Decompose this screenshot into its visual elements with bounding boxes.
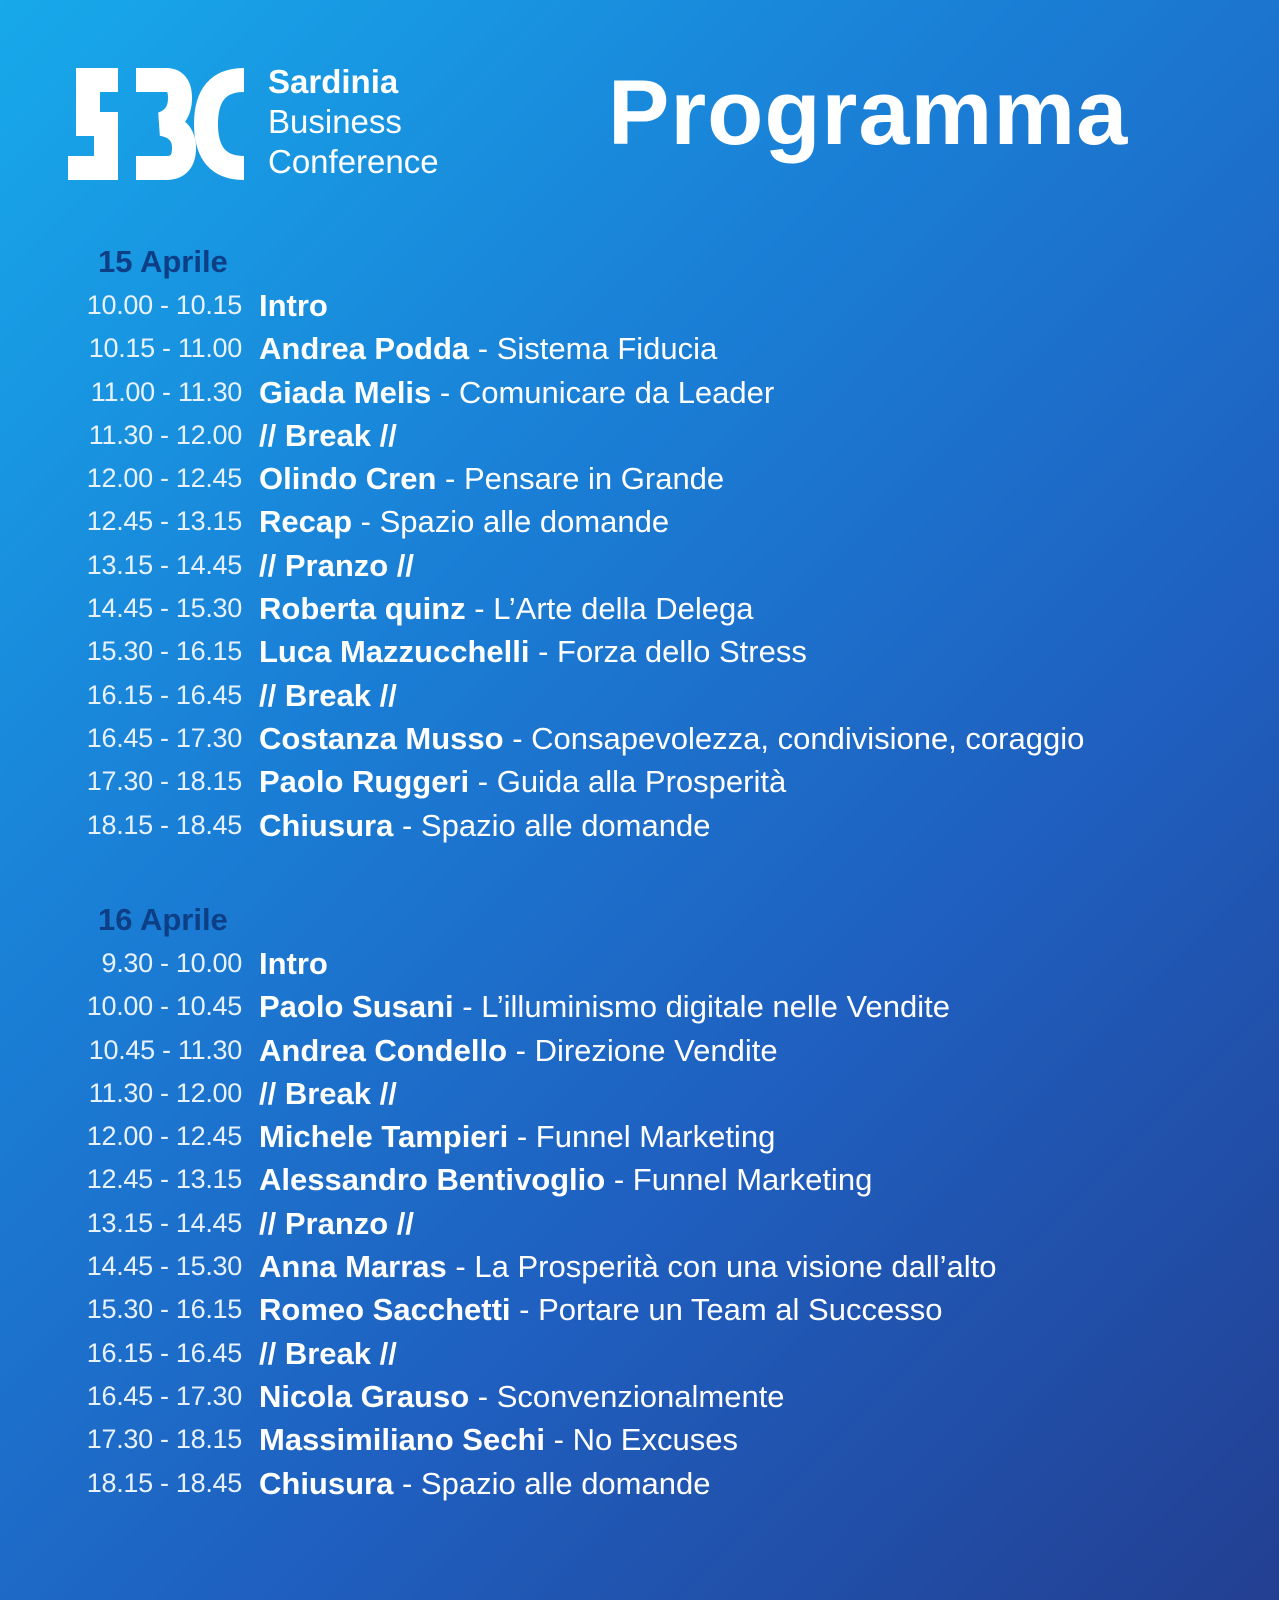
session-entry bbox=[259, 414, 397, 457]
schedule-row bbox=[0, 1245, 1279, 1288]
schedule-row bbox=[0, 1202, 1279, 1245]
session-entry bbox=[259, 1375, 785, 1418]
session-speaker: Massimiliano Sechi bbox=[259, 1422, 545, 1458]
time-slot: 16.45 - 17.30 bbox=[86, 1380, 242, 1411]
session-entry bbox=[259, 284, 328, 327]
header bbox=[0, 0, 1279, 220]
schedule-row bbox=[0, 284, 1279, 327]
time-slot: 11.30 - 12.00 bbox=[88, 419, 242, 450]
session-speaker: Costanza Musso bbox=[259, 720, 504, 756]
session-entry bbox=[259, 1462, 710, 1505]
session-speaker: Luca Mazzucchelli bbox=[259, 634, 530, 670]
schedule-row bbox=[0, 327, 1279, 370]
time-slot: 18.15 - 18.45 bbox=[86, 1467, 242, 1498]
schedule-row bbox=[0, 544, 1279, 587]
schedule-row bbox=[0, 414, 1279, 457]
time-slot: 14.45 - 15.30 bbox=[86, 593, 242, 624]
session-entry bbox=[259, 1418, 738, 1461]
session-topic: Funnel Marketing bbox=[535, 1119, 776, 1155]
session-topic: Consapevolezza, condivisione, coraggio bbox=[531, 720, 1085, 756]
schedule-row bbox=[0, 1375, 1279, 1418]
session-entry bbox=[259, 500, 669, 543]
brand-line-2: Business bbox=[268, 103, 402, 140]
time-slot: 13.15 - 14.45 bbox=[86, 549, 242, 580]
separator-dash: - bbox=[352, 504, 380, 540]
time-slot: 10.00 - 10.15 bbox=[86, 290, 242, 320]
session-topic: Comunicare da Leader bbox=[458, 374, 775, 410]
schedule-row bbox=[0, 457, 1279, 500]
schedule-row bbox=[0, 587, 1279, 630]
session-speaker: Andrea Condello bbox=[259, 1032, 508, 1068]
session-speaker: Nicola Grauso bbox=[259, 1378, 470, 1414]
page-title: Programma bbox=[608, 62, 1129, 164]
time-slot: 13.15 - 14.45 bbox=[86, 1207, 242, 1238]
separator-dash: - bbox=[393, 1465, 421, 1501]
session-speaker: // Break // bbox=[259, 417, 397, 453]
separator-dash: - bbox=[446, 1249, 475, 1285]
separator-dash: - bbox=[465, 591, 494, 627]
separator-dash: - bbox=[507, 1032, 535, 1068]
session-entry bbox=[259, 1072, 397, 1115]
session-topic: Direzione Vendite bbox=[534, 1032, 778, 1068]
session-entry bbox=[259, 327, 717, 370]
separator-dash: - bbox=[510, 1292, 539, 1328]
schedule-list bbox=[0, 284, 1279, 847]
separator-dash: - bbox=[545, 1422, 573, 1458]
session-topic: L’Arte della Delega bbox=[493, 591, 754, 627]
session-speaker: Michele Tampieri bbox=[259, 1119, 509, 1155]
session-speaker: Paolo Ruggeri bbox=[259, 764, 470, 800]
separator-dash: - bbox=[503, 720, 532, 756]
time-slot: 17.30 - 18.15 bbox=[86, 766, 242, 797]
session-entry bbox=[259, 942, 328, 985]
schedule-row bbox=[0, 1288, 1279, 1331]
session-speaker: Roberta quinz bbox=[259, 591, 466, 627]
session-topic: No Excuses bbox=[572, 1422, 738, 1458]
session-topic: Spazio alle domande bbox=[420, 807, 711, 843]
separator-dash: - bbox=[469, 764, 497, 800]
session-speaker: Alessandro Bentivoglio bbox=[259, 1162, 606, 1198]
session-speaker: // Break // bbox=[259, 677, 397, 713]
session-entry bbox=[259, 717, 1084, 760]
session-speaker: Intro bbox=[259, 946, 328, 981]
time-slot: 14.45 - 15.30 bbox=[86, 1251, 242, 1282]
session-entry bbox=[259, 674, 397, 717]
schedule-row bbox=[0, 1072, 1279, 1115]
schedule-row bbox=[0, 1418, 1279, 1461]
session-topic: Forza dello Stress bbox=[557, 634, 807, 670]
session-speaker: Chiusura bbox=[259, 1465, 394, 1501]
separator-dash: - bbox=[431, 374, 459, 410]
session-speaker: Recap bbox=[259, 504, 353, 540]
schedule-row bbox=[0, 500, 1279, 543]
session-entry bbox=[259, 1288, 942, 1331]
session-speaker: Paolo Susani bbox=[259, 989, 454, 1025]
session-topic: L’illuminismo digitale nelle Vendite bbox=[481, 989, 950, 1025]
session-speaker: Romeo Sacchetti bbox=[259, 1292, 511, 1328]
session-entry bbox=[259, 1245, 997, 1288]
separator-dash: - bbox=[469, 1378, 497, 1414]
session-entry bbox=[259, 1158, 872, 1201]
time-slot: 11.00 - 11.30 bbox=[90, 376, 242, 407]
schedule-row bbox=[0, 371, 1279, 414]
schedule-row bbox=[0, 942, 1279, 985]
time-slot: 12.45 - 13.15 bbox=[86, 506, 242, 537]
session-entry bbox=[259, 457, 724, 500]
time-slot: 12.45 - 13.15 bbox=[86, 1164, 242, 1195]
separator-dash: - bbox=[393, 807, 421, 843]
time-slot: 11.30 - 12.00 bbox=[88, 1077, 242, 1108]
session-topic: Portare un Team al Successo bbox=[538, 1292, 943, 1328]
day-label: 16 Aprile bbox=[98, 902, 228, 937]
session-entry bbox=[259, 760, 786, 803]
session-entry bbox=[259, 1115, 775, 1158]
brand-wordmark bbox=[268, 62, 439, 182]
schedule-row bbox=[0, 985, 1279, 1028]
separator-dash: - bbox=[469, 331, 497, 367]
session-topic: Spazio alle domande bbox=[420, 1465, 711, 1501]
session-topic: Pensare in Grande bbox=[463, 461, 725, 497]
session-speaker: // Break // bbox=[259, 1335, 397, 1371]
time-slot: 12.00 - 12.45 bbox=[86, 1121, 242, 1152]
time-slot: 10.00 - 10.45 bbox=[86, 991, 242, 1022]
separator-dash: - bbox=[453, 989, 482, 1025]
session-entry bbox=[259, 630, 807, 673]
schedule-row bbox=[0, 630, 1279, 673]
session-speaker: // Pranzo // bbox=[259, 1205, 415, 1241]
brand-line-3: Conference bbox=[268, 143, 439, 180]
session-speaker: Intro bbox=[259, 288, 328, 323]
schedule-row bbox=[0, 1332, 1279, 1375]
session-entry bbox=[259, 544, 414, 587]
time-slot: 15.30 - 16.15 bbox=[86, 1294, 242, 1325]
time-slot: 16.45 - 17.30 bbox=[86, 722, 242, 753]
schedule-row bbox=[0, 804, 1279, 847]
session-entry bbox=[259, 371, 774, 414]
time-slot: 17.30 - 18.15 bbox=[86, 1424, 242, 1455]
day-label: 15 Aprile bbox=[98, 244, 228, 279]
schedule-row bbox=[0, 760, 1279, 803]
schedule-row bbox=[0, 674, 1279, 717]
session-entry bbox=[259, 1332, 397, 1375]
time-slot: 18.15 - 18.45 bbox=[86, 809, 242, 840]
session-speaker: Andrea Podda bbox=[259, 331, 470, 367]
time-slot: 16.15 - 16.45 bbox=[86, 679, 242, 710]
session-entry bbox=[259, 985, 950, 1028]
schedule-list bbox=[0, 942, 1279, 1505]
separator-dash: - bbox=[508, 1119, 536, 1155]
session-entry bbox=[259, 587, 753, 630]
session-entry bbox=[259, 804, 710, 847]
session-topic: La Prosperità con una visione dall’alto bbox=[474, 1249, 997, 1285]
session-speaker: // Pranzo // bbox=[259, 547, 415, 583]
schedule-row bbox=[0, 1158, 1279, 1201]
session-speaker: Anna Marras bbox=[259, 1249, 447, 1285]
schedule-row bbox=[0, 1462, 1279, 1505]
schedule-row bbox=[0, 717, 1279, 760]
time-slot: 10.15 - 11.00 bbox=[88, 333, 242, 364]
sbc-logo-mark bbox=[66, 66, 246, 182]
separator-dash: - bbox=[529, 634, 558, 670]
session-topic: Guida alla Prosperità bbox=[496, 764, 787, 800]
time-slot: 16.15 - 16.45 bbox=[86, 1337, 242, 1368]
brand-line-1: Sardinia bbox=[268, 63, 399, 100]
schedule-row bbox=[0, 1115, 1279, 1158]
session-entry bbox=[259, 1202, 414, 1245]
session-topic: Sistema Fiducia bbox=[496, 331, 718, 367]
time-slot: 15.30 - 16.15 bbox=[86, 636, 242, 667]
session-topic: Sconvenzionalmente bbox=[496, 1378, 785, 1414]
session-topic: Funnel Marketing bbox=[632, 1162, 873, 1198]
session-speaker: Giada Melis bbox=[259, 374, 432, 410]
session-speaker: Olindo Cren bbox=[259, 461, 437, 497]
separator-dash: - bbox=[436, 461, 464, 497]
time-slot: 12.00 - 12.45 bbox=[86, 463, 242, 494]
session-topic: Spazio alle domande bbox=[379, 504, 670, 540]
session-entry bbox=[259, 1029, 778, 1072]
session-speaker: // Break // bbox=[259, 1075, 397, 1111]
schedule-row bbox=[0, 1029, 1279, 1072]
session-speaker: Chiusura bbox=[259, 807, 394, 843]
time-slot: 9.30 - 10.00 bbox=[101, 948, 242, 978]
time-slot: 10.45 - 11.30 bbox=[88, 1034, 242, 1065]
separator-dash: - bbox=[605, 1162, 633, 1198]
